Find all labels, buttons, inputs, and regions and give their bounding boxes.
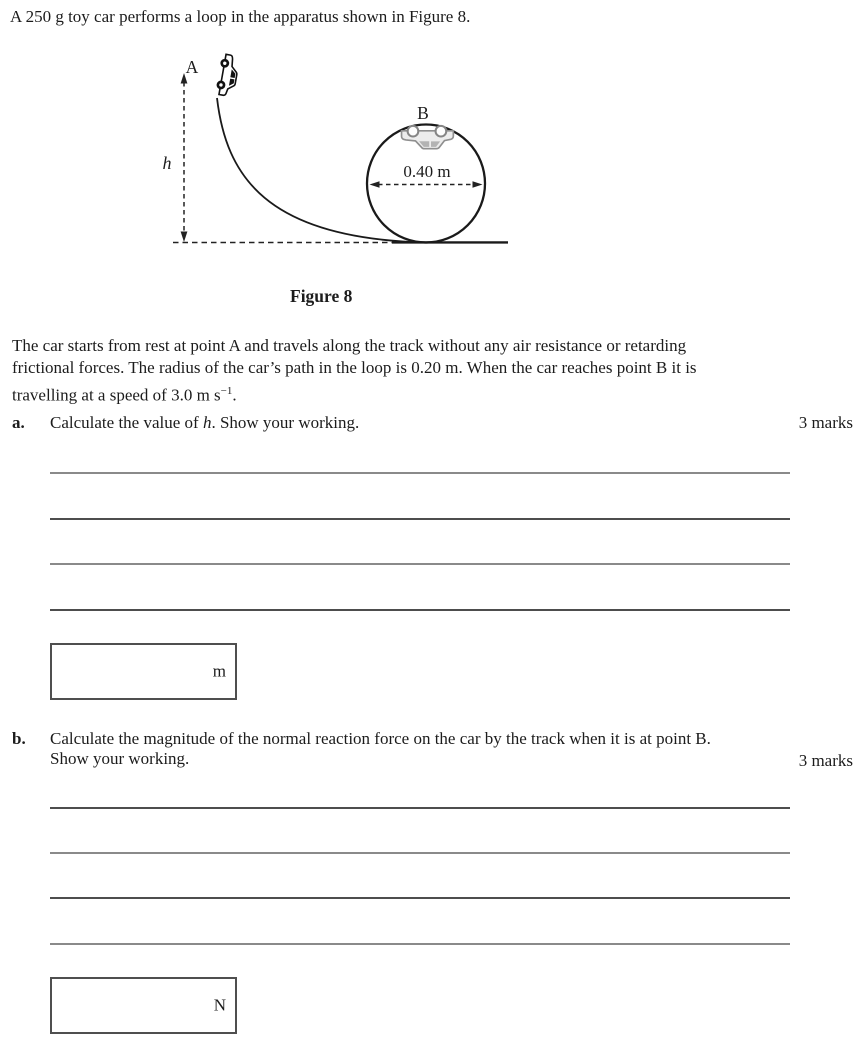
track-curve: [217, 98, 427, 243]
answer-line: [50, 563, 790, 565]
height-arrow: [181, 73, 188, 242]
point-a-label: A: [185, 57, 199, 77]
answer-box-b: [50, 977, 237, 1034]
paragraph-line-3: travelling at a speed of 3.0 m $s^{-1}$.: [12, 384, 237, 405]
answer-line: [50, 609, 790, 611]
question-b-marks: 3 marks: [798, 751, 853, 770]
question-b-label: b.: [12, 729, 26, 748]
diameter-arrow: [370, 181, 483, 188]
height-label: h: [162, 153, 172, 173]
question-a-text: Calculate the value of h. Show your working.: [50, 413, 360, 432]
paragraph-line-2: frictional forces. The radius of the car’s path in the loop is 0.20 m. When the car reaches point B it is: [12, 358, 697, 378]
answer-line: [50, 852, 790, 854]
question-b-text: Calculate the magnitude of the normal reaction force on the car by the track when it is at point B. Show your working.: [50, 729, 711, 768]
diameter-label: 0.40 m: [403, 162, 451, 181]
answer-line: [50, 897, 790, 899]
unit-label-m: m: [212, 661, 226, 681]
figure-caption: Figure 8: [290, 286, 353, 306]
superscript-exponent: −1: [220, 384, 233, 397]
question-a-label: a.: [12, 413, 25, 432]
answer-line: [50, 472, 790, 474]
unit-label-n: N: [213, 995, 226, 1015]
point-b-label: B: [417, 103, 429, 123]
figure-8-diagram: [140, 40, 530, 252]
answer-line: [50, 807, 790, 809]
toy-car-icon: [215, 54, 240, 97]
intro-text: A 250 g toy car performs a loop in the apparatus shown in Figure 8.: [10, 7, 471, 26]
paragraph-line-1: The car starts from rest at point A and travels along the track without any air resistance or retarding: [12, 336, 687, 355]
description-paragraph: [12, 335, 812, 407]
inverted-car-icon: [402, 126, 454, 149]
question-a-marks: 3 marks: [798, 413, 853, 432]
answer-box-a: [50, 643, 237, 700]
answer-line: [50, 943, 790, 945]
answer-line: [50, 518, 790, 520]
